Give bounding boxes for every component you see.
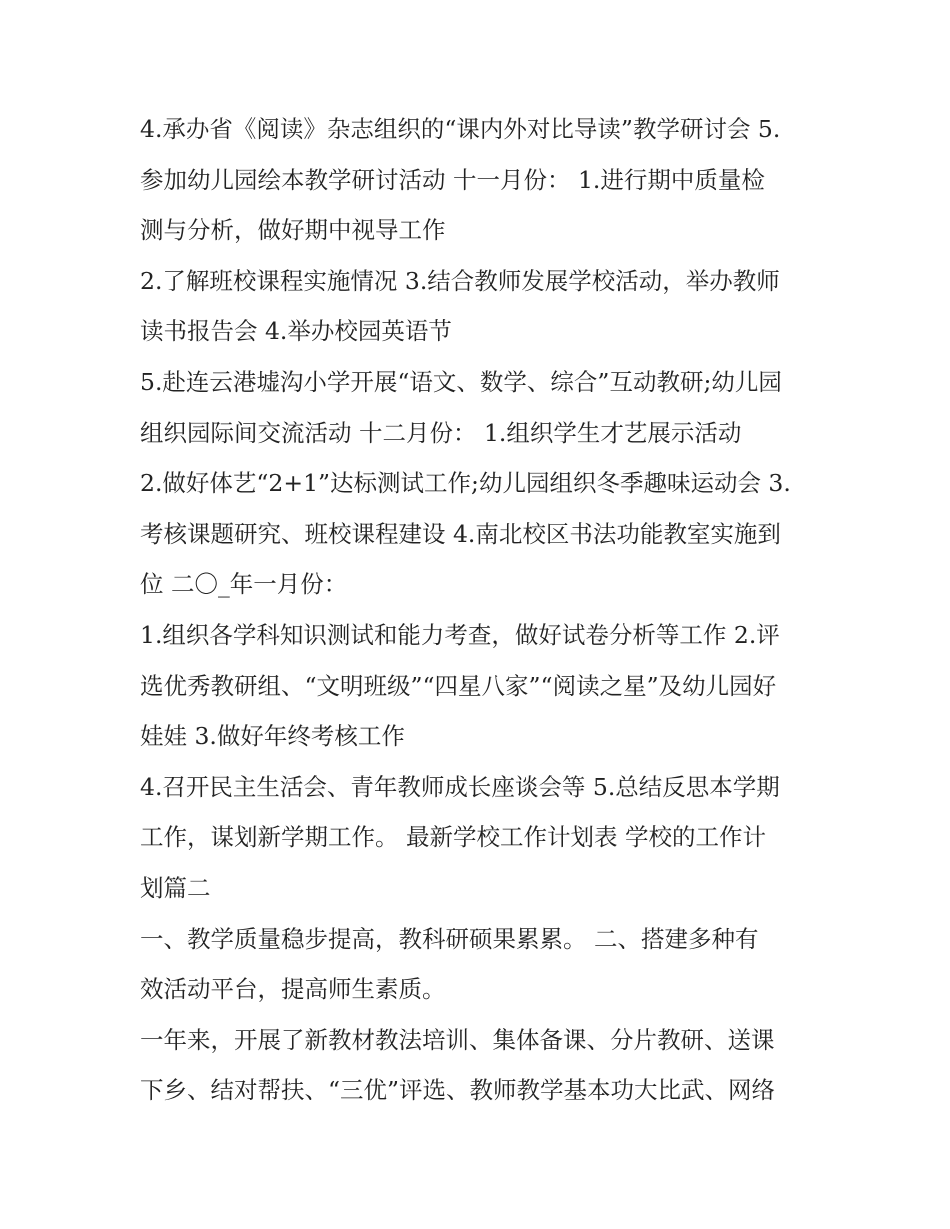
text-line: 选优秀教研组、“文明班级”“四星八家”“阅读之星”及幼儿园好 — [140, 671, 777, 700]
text-line: 2.了解班校课程实施情况 3.结合教师发展学校活动，举办教师 — [140, 266, 780, 295]
text-line: 工作，谋划新学期工作。 最新学校工作计划表 学校的工作计 — [140, 823, 766, 852]
text-line: 4.召开民主生活会、青年教师成长座谈会等 5.总结反思本学期 — [140, 772, 780, 801]
text-line: 组织园际间交流活动 十二月份： 1.组织学生才艺展示活动 — [140, 418, 742, 447]
paragraph-3 — [140, 357, 820, 458]
text-line: 参加幼儿园绘本教学研讨活动 十一月份： 1.进行期中质量检 — [140, 165, 765, 194]
paragraph-1 — [140, 104, 820, 256]
text-line: 一、教学质量稳步提高，教科研硕果累累。 二、搭建多种有 — [140, 924, 759, 953]
text-line: 测与分析，做好期中视导工作 — [140, 216, 446, 245]
text-line: 2.做好体艺“2+1”达标测试工作;幼儿园组织冬季趣味运动会 3. — [140, 469, 791, 498]
text-line: 位 二〇_年一月份： — [140, 570, 348, 599]
text-line: 一年来，开展了新教材教法培训、集体备课、分片教研、送课 — [140, 1025, 775, 1054]
text-line: 划篇二 — [140, 873, 211, 902]
text-line: 娃娃 3.做好年终考核工作 — [140, 722, 405, 751]
text-line: 效活动平台，提高师生素质。 — [140, 975, 446, 1004]
text-line: 考核课题研究、班校课程建设 4.南北校区书法功能教室实施到 — [140, 519, 781, 548]
text-line: 1.组织各学科知识测试和能力考查，做好试卷分析等工作 2.评 — [140, 620, 780, 649]
document-body — [140, 104, 820, 1116]
text-line: 下乡、结对帮扶、“三优”评选、教师教学基本功大比武、网络 — [140, 1076, 776, 1105]
paragraph-6 — [140, 762, 820, 914]
paragraph-5 — [140, 610, 820, 762]
paragraph-8 — [140, 1015, 820, 1116]
paragraph-7 — [140, 914, 820, 1015]
paragraph-4 — [140, 458, 820, 610]
text-line: 4.承办省《阅读》杂志组织的“课内外对比导读”教学研讨会 5. — [140, 115, 781, 143]
text-line: 5.赴连云港墟沟小学开展“语文、数学、综合”互动教研;幼儿园 — [140, 367, 782, 396]
paragraph-2 — [140, 256, 820, 357]
text-line: 读书报告会 4.举办校园英语节 — [140, 317, 452, 346]
